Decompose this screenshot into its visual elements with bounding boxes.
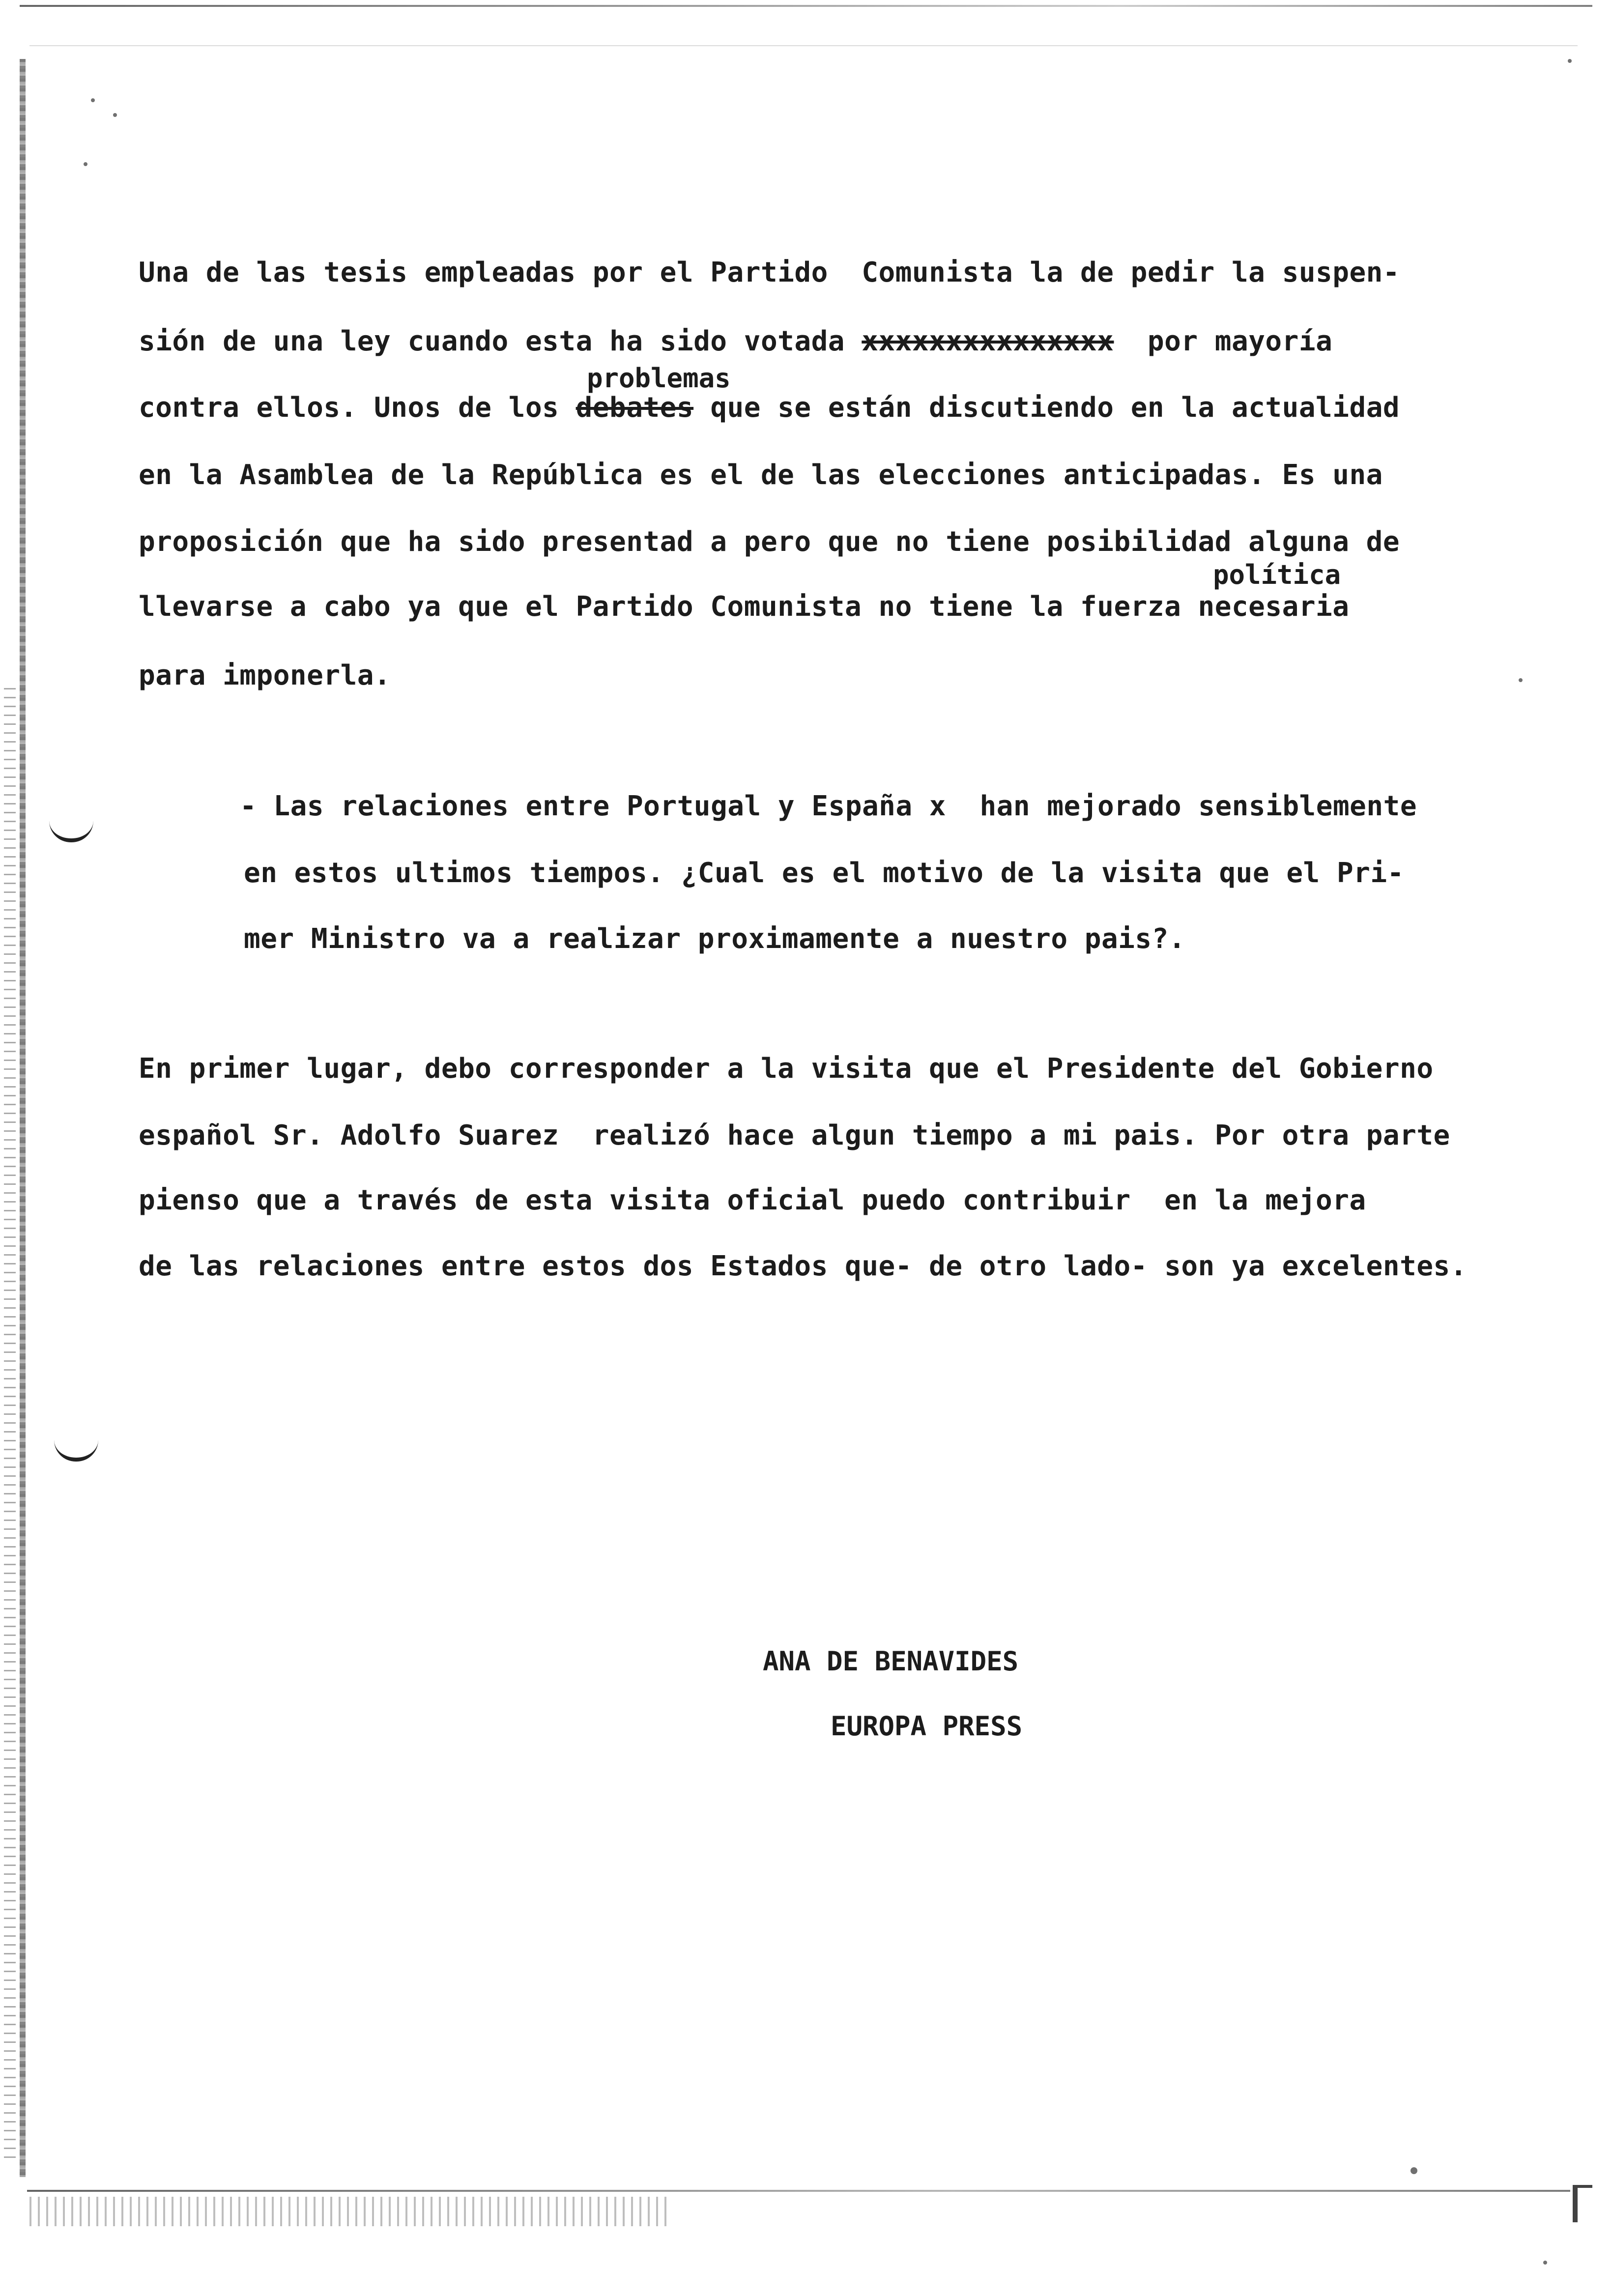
scan-speck — [1568, 59, 1572, 63]
paragraph1-line3-text: contra ellos. Unos de los — [139, 392, 576, 424]
paragraph2-line3: pienso que a través de esta visita oficial puedo contribuir en la mejora — [139, 1184, 1366, 1216]
paragraph1-line6: llevarse a cabo ya que el Partido Comunista no tiene la fuerza necesaria — [139, 591, 1350, 623]
question-line3: mer Ministro va a realizar proximamente a nuestro pais?. — [244, 923, 1186, 955]
paragraph1-line7: para imponerla. — [139, 660, 391, 691]
scan-speck — [91, 98, 95, 102]
handwritten-insertion-politica: política — [1213, 559, 1341, 590]
scan-edge-left-noise — [4, 688, 16, 2162]
scan-edge-top-faint — [29, 45, 1578, 46]
handwritten-insertion-problemas: problemas — [587, 363, 731, 394]
paragraph1-line5: proposición que ha sido presentad a pero que no tiene posibilidad alguna de — [139, 526, 1400, 558]
scan-speck — [1410, 2167, 1417, 2174]
paragraph2-line1: En primer lugar, debo corresponder a la visita que el Presidente del Gobierno — [139, 1053, 1434, 1085]
signature-author: ANA DE BENAVIDES — [763, 1646, 1019, 1677]
punch-hole-mark-upper — [49, 821, 93, 842]
paragraph1-line2-text-end: por mayoría — [1114, 325, 1333, 357]
signature-agency: EUROPA PRESS — [831, 1711, 1023, 1742]
scan-speck — [1543, 2261, 1547, 2265]
scan-edge-top — [20, 5, 1592, 7]
scan-edge-bottom-noise — [29, 2197, 668, 2226]
paragraph2-line4: de las relaciones entre estos dos Estados que- de otro lado- son ya excelentes. — [139, 1250, 1467, 1282]
struck-out-text: debates — [576, 392, 694, 424]
paragraph1-line1: Una de las tesis empleadas por el Partido Comunista la de pedir la suspen- — [139, 257, 1400, 288]
question-line1: - Las relaciones entre Portugal y España x han mejorado sensiblemente — [240, 790, 1417, 822]
punch-hole-mark-lower — [54, 1440, 98, 1462]
paragraph1-line3-text-end: que se están discutiendo en la actualidad — [693, 392, 1400, 424]
question-line2: en estos ultimos tiempos. ¿Cual es el motivo de la visita que el Pri- — [244, 857, 1404, 889]
scan-speck — [113, 113, 117, 117]
scan-corner-mark — [1573, 2185, 1592, 2222]
scan-speck — [1519, 678, 1523, 682]
scan-speck — [84, 162, 87, 166]
scan-edge-bottom — [27, 2190, 1570, 2192]
paragraph1-line2 — [139, 324, 1332, 359]
paragraph1-line3 — [139, 391, 1400, 425]
paragraph2-line2: español Sr. Adolfo Suarez realizó hace algun tiempo a mi pais. Por otra parte — [139, 1119, 1450, 1151]
struck-out-text: xxxxxxxxxxxxxxx — [862, 325, 1114, 357]
paragraph1-line2-text: sión de una ley cuando esta ha sido votada — [139, 325, 862, 357]
scan-edge-left — [20, 59, 26, 2177]
paragraph1-line4: en la Asamblea de la República es el de las elecciones anticipadas. Es una — [139, 459, 1383, 491]
